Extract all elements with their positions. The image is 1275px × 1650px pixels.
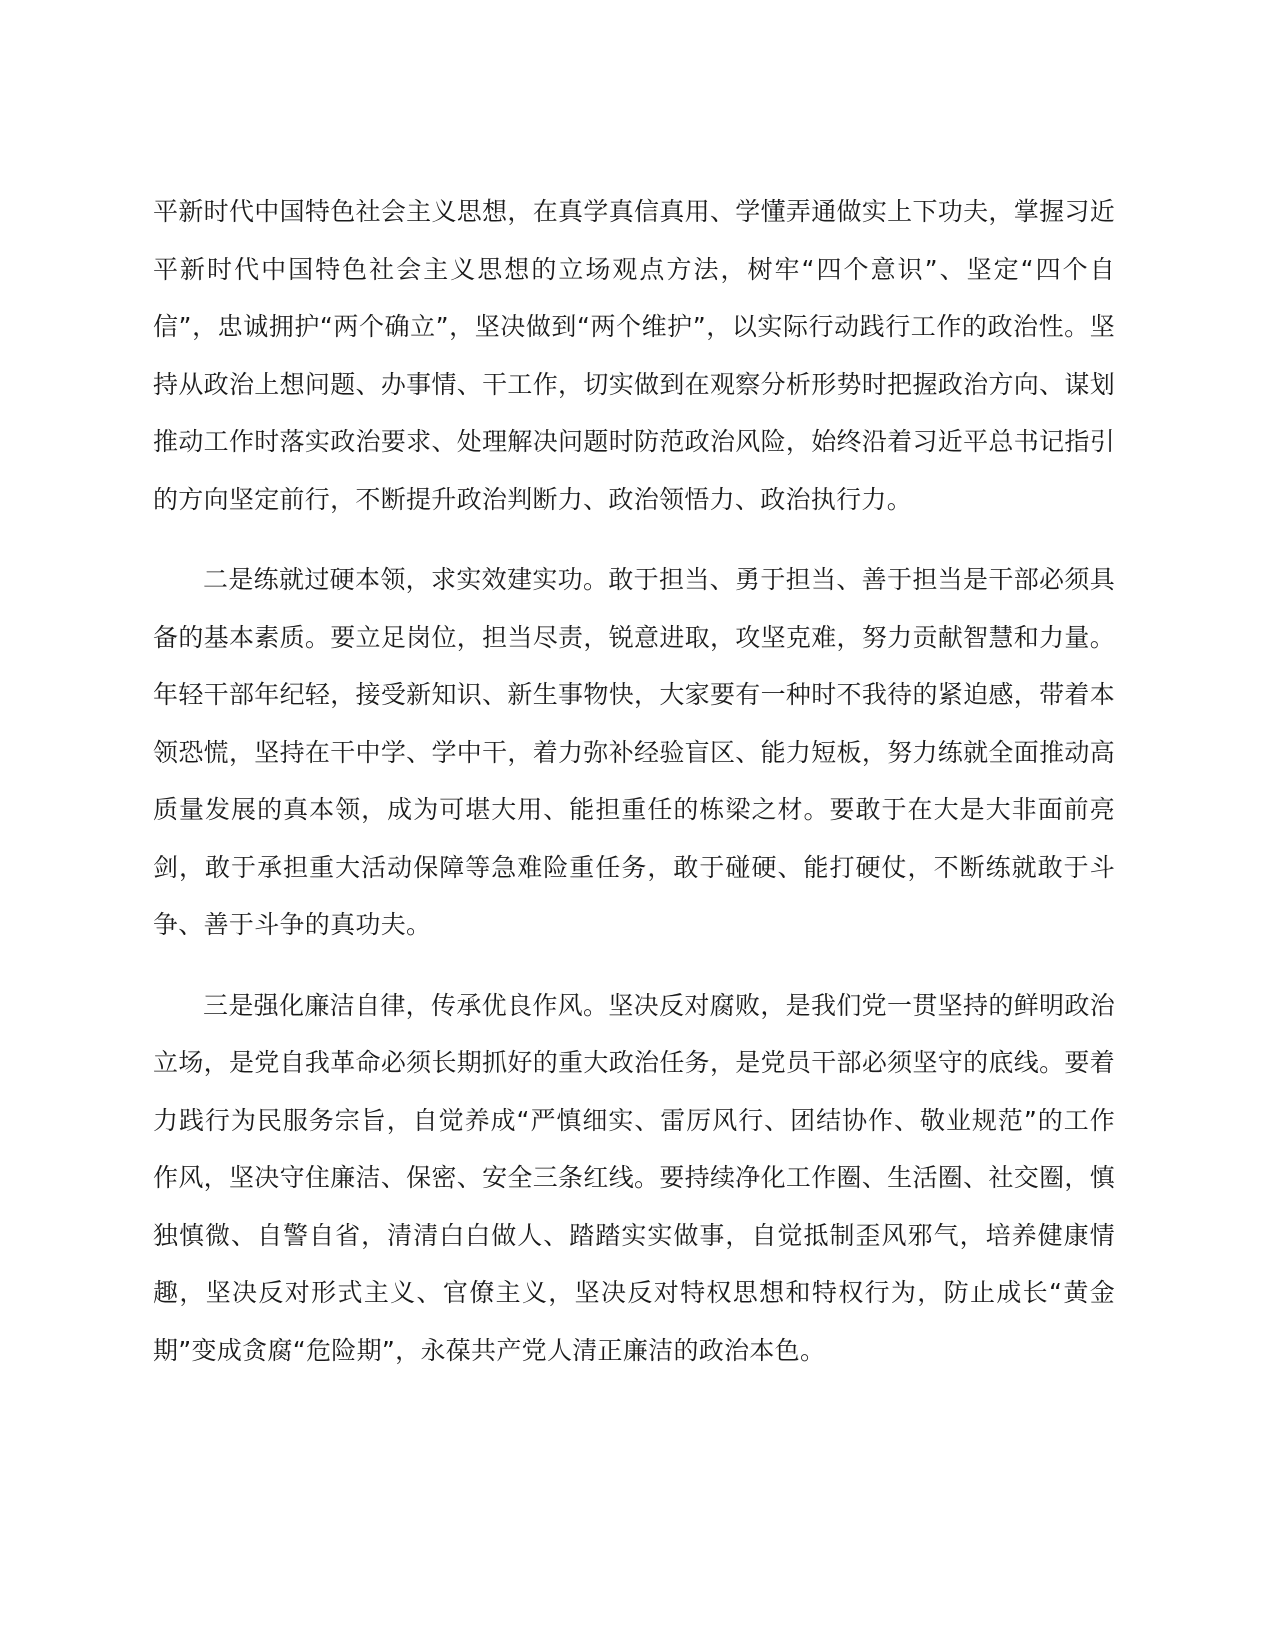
document-body xyxy=(153,183,1115,1379)
paragraph-2: 二是练就过硬本领，求实效建实功。敢于担当、勇于担当、善于担当是干部必须具备的基本素质。要立足岗位，担当尽责，锐意进取，攻坚克难，努力贡献智慧和力量。年轻干部年纪轻，接受新知识、新生事物快，大家要有一种时不我待的紧迫感，带着本领恐慌，坚持在干中学、学中干，着力弥补经验盲区、能力短板，努力练就全面推动高质量发展的真本领，成为可堪大用、能担重任的栋梁之材。要敢于在大是大非面前亮剑，敢于承担重大活动保障等急难险重任务，敢于碰硬、能打硬仗，不断练就敢于斗争、善于斗争的真功夫。 xyxy=(153,565,1115,939)
paragraph-3: 三是强化廉洁自律，传承优良作风。坚决反对腐败，是我们党一贯坚持的鲜明政治立场，是党自我革命必须长期抓好的重大政治任务，是党员干部必须坚守的底线。要着力践行为民服务宗旨，自觉养成“严慎细实、雷厉风行、团结协作、敬业规范”的工作作风，坚决守住廉洁、保密、安全三条红线。要持续净化工作圈、生活圈、社交圈，慎独慎微、自警自省，清清白白做人、踏踏实实做事，自觉抵制歪风邪气，培养健康情趣，坚决反对形式主义、官僚主义，坚决反对特权思想和特权行为，防止成长“黄金期”变成贪腐“危险期”，永葆共产党人清正廉洁的政治本色。 xyxy=(153,990,1115,1365)
paragraph-1: 平新时代中国特色社会主义思想，在真学真信真用、学懂弄通做实上下功夫，掌握习近平新时代中国特色社会主义思想的立场观点方法，树牢“四个意识”、坚定“四个自信”，忠诚拥护“两个确立”，坚决做到“两个维护”，以实际行动践行工作的政治性。坚持从政治上想问题、办事情、干工作，切实做到在观察分析形势时把握政治方向、谋划推动工作时落实政治要求、处理解决问题时防范政治风险，始终沿着习近平总书记指引的方向坚定前行，不断提升政治判断力、政治领悟力、政治执行力。 xyxy=(153,197,1115,514)
